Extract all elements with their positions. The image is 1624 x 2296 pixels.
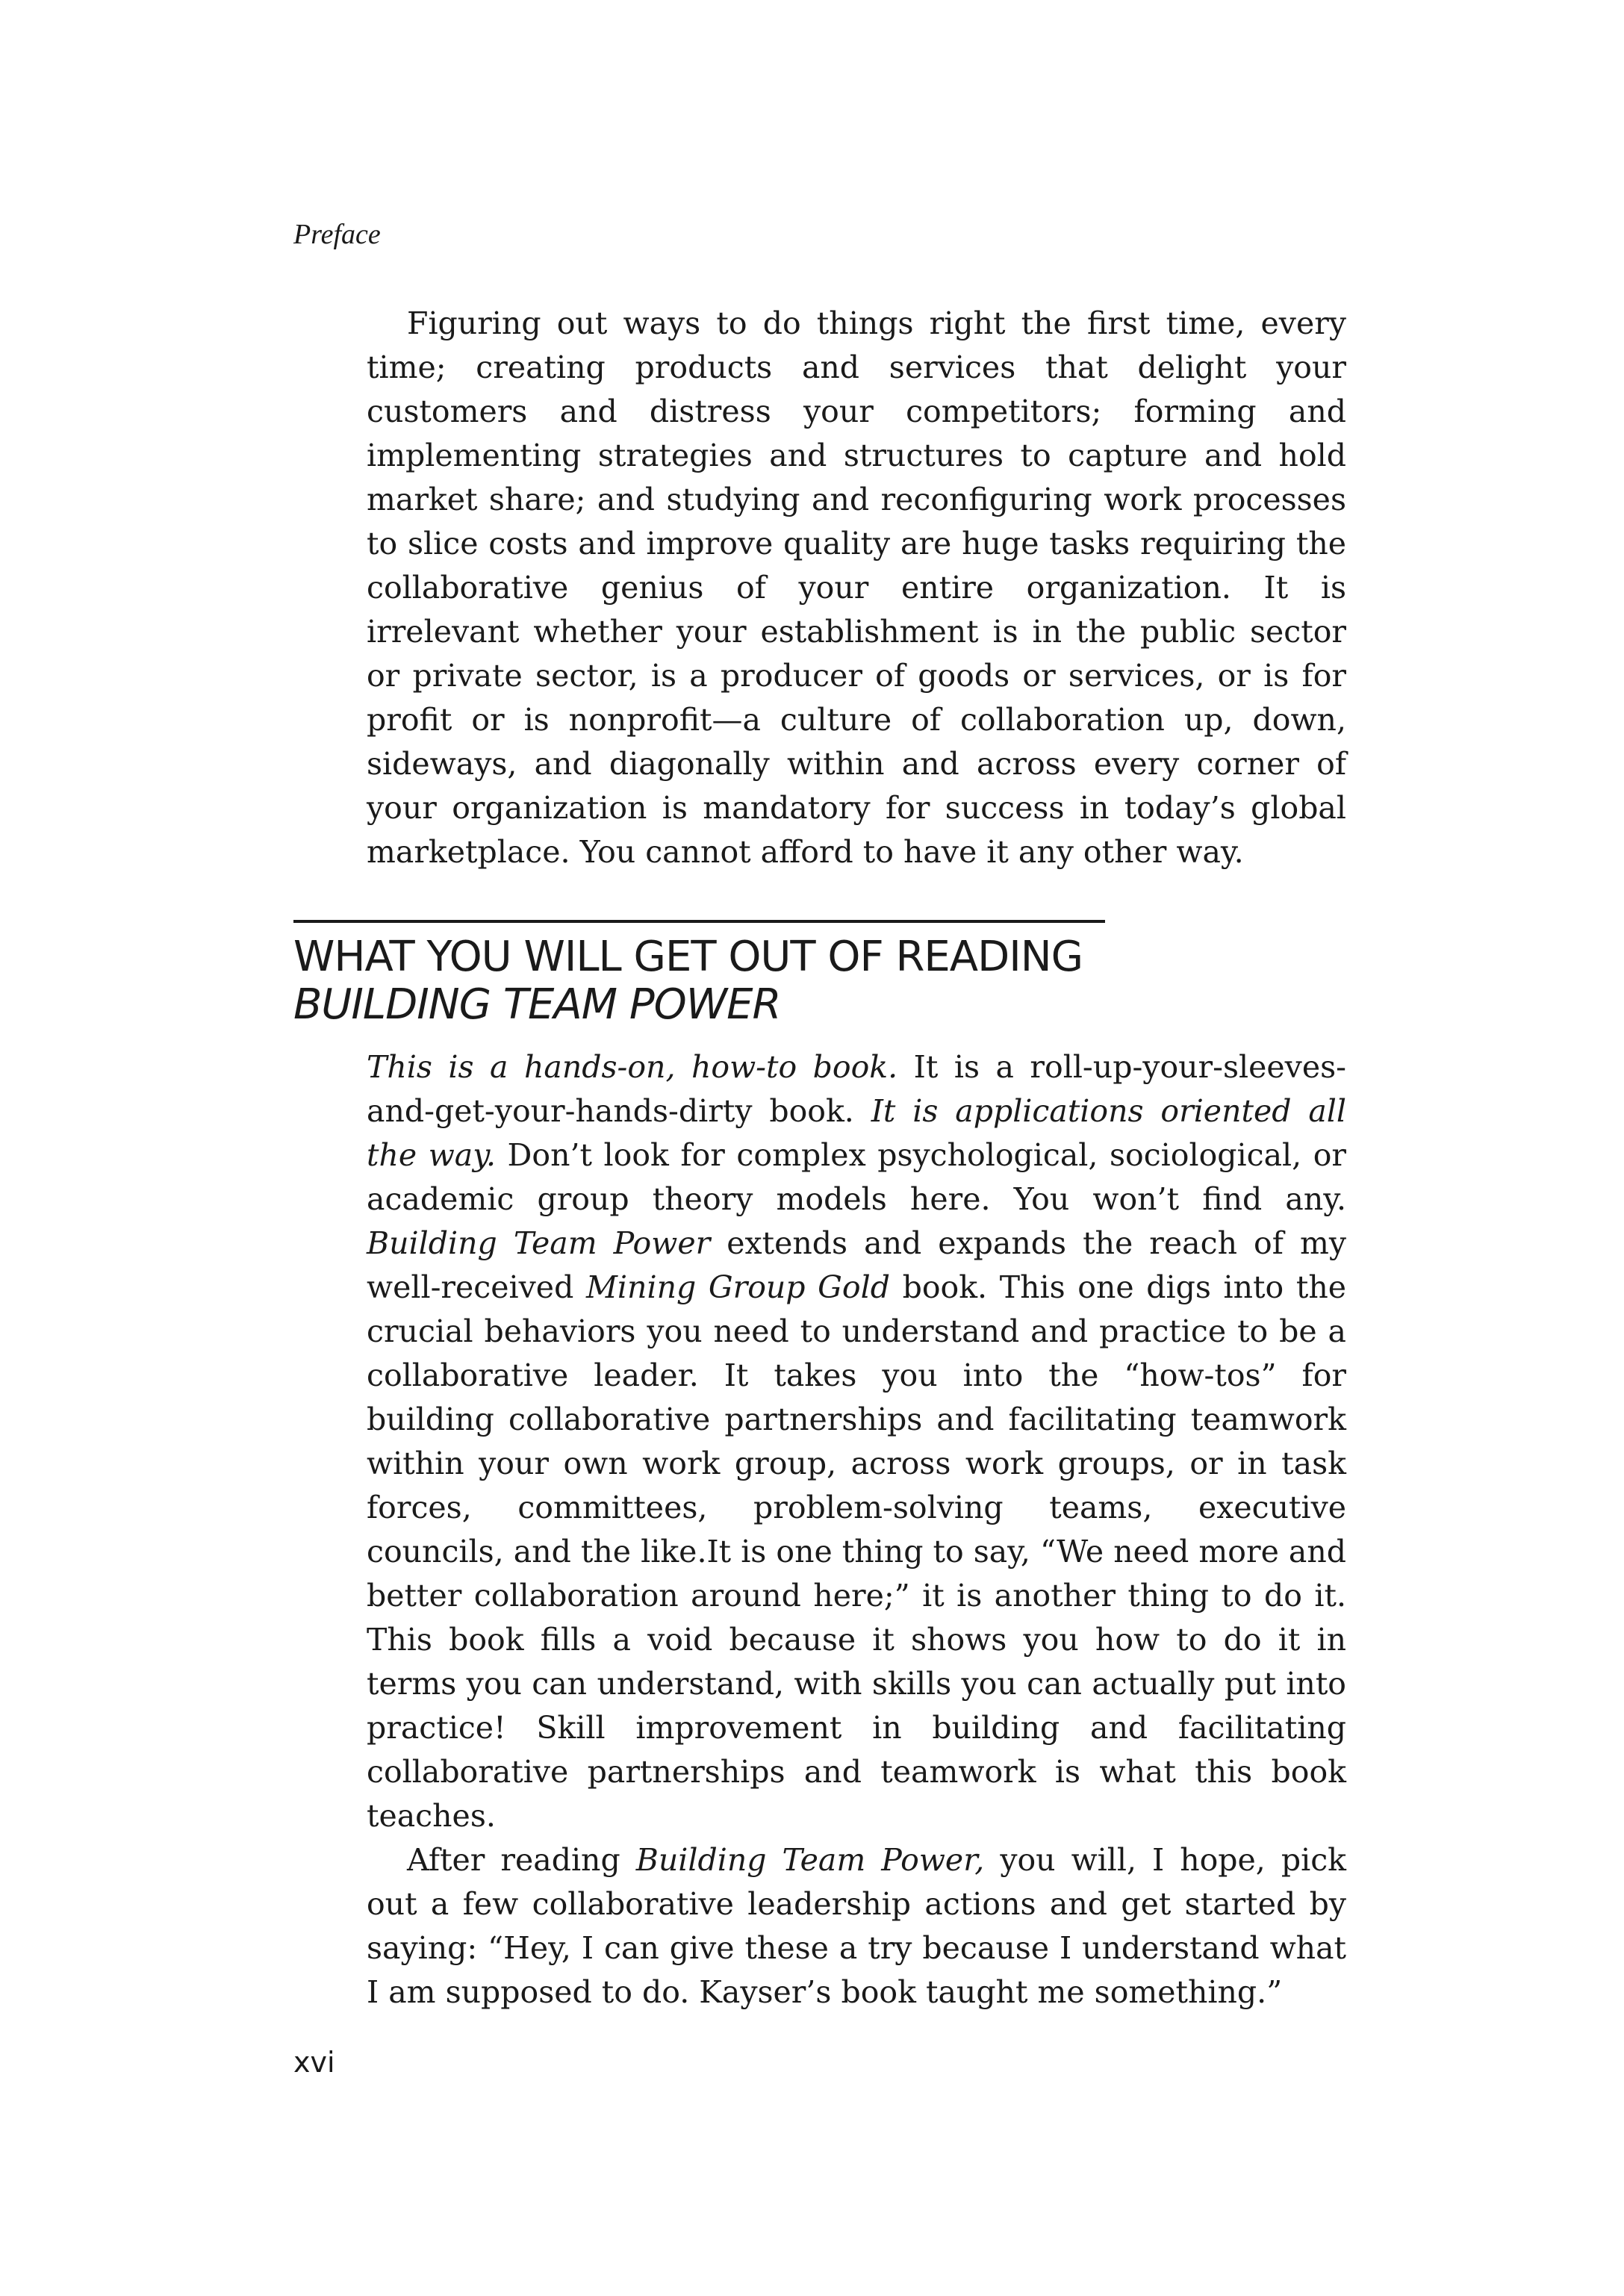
intro-paragraph: Figuring out ways to do things right the first time, every time; creating products and services that delight your customers and distress your competitors; forming and implementing strategies and structures to capture and hold market share; and studying and reconfiguring work processes to slice costs and improve quality are huge tasks requiring the collaborative genius of your entire organization. It is irrelevant whether your establishment is in the public sector or private sector, is a producer of goods or services, or is for profit or is nonprofit—a culture of collaboration up, down, sideways, and diagonally within and across every corner of your organization is mandatory for success in today’s global marketplace. You cannot afford to have it any other way.	[367, 305, 1346, 870]
paragraph-text: book. This one digs into the crucial behaviors you need to understand and practice to be a collaborative leader. It takes you into the “how-tos” for building collaborative partnerships and facilitating teamwork within your own work group, across work groups, or in task forces, committees, problem-solving teams, executive councils, and the like.It is one thing to say, “We need more and better collaboration around here;” it is another thing to do it. This book fills a void because it shows you how to do it in terms you can understand, with skills you can actually put into practice! Skill improvement in building and facilitating collaborative partnerships and teamwork is what this book teaches.	[367, 1269, 1346, 1834]
emphasis-text: It is applications oriented all the way.	[367, 1093, 1346, 1173]
paragraph-text: extends and expands the reach of my well-received	[367, 1225, 1346, 1305]
section-heading-line1: WHAT YOU WILL GET OUT OF READING	[293, 933, 1083, 981]
paragraph-text: After reading	[407, 1842, 636, 1878]
paragraph-text: Don’t look for complex psychological, sociological, or academic group theory models here. You won’t find any.	[367, 1137, 1347, 1217]
section-paragraph-2	[367, 1838, 1346, 2015]
intro-text-block	[367, 302, 1346, 874]
book-title-text: Building Team Power	[367, 1225, 711, 1261]
paragraph-text: It is a roll-up-your-sleeves-and-get-your-hands-dirty book.	[367, 1049, 1347, 1129]
book-title-text: Mining Group Gold	[585, 1269, 890, 1305]
section-heading	[293, 933, 1083, 1029]
section-heading-line2: BUILDING TEAM POWER	[293, 980, 781, 1029]
paragraph-text: you will, I hope, pick out a few collaborative leadership actions and get started by saying: “Hey, I can give these a try because I understand what I am supposed to do. Kayser’s book taught me something.”	[367, 1842, 1347, 2010]
page-number: xvi	[293, 2046, 335, 2079]
section-text-block	[367, 1045, 1346, 2015]
running-head: Preface	[293, 219, 381, 250]
emphasis-text: This is a hands-on, how-to book.	[367, 1049, 898, 1085]
book-title-text: Building Team Power,	[635, 1842, 985, 1878]
section-rule	[293, 920, 1105, 923]
section-paragraph-1	[367, 1045, 1346, 1838]
